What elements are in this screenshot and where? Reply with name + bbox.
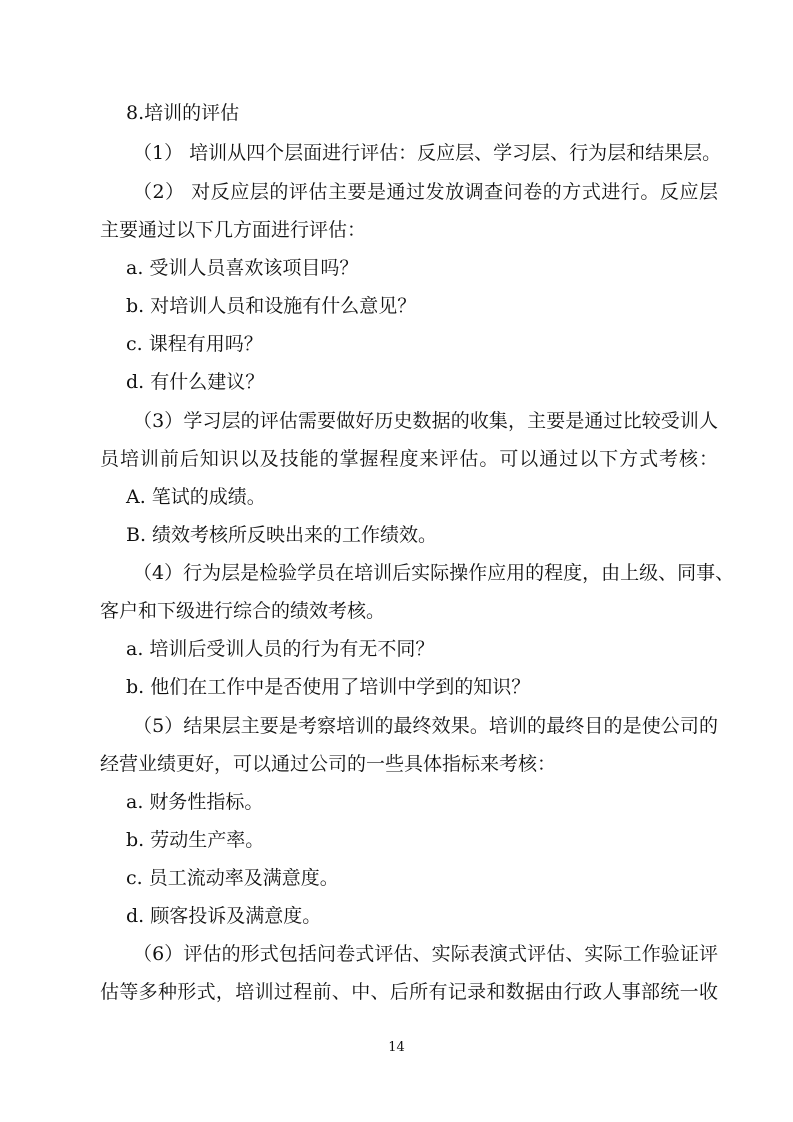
paragraph-line: 主要通过以下几方面进行评估： <box>100 219 367 241</box>
list-item: b. 他们在工作中是否使用了培训中学到的知识？ <box>126 676 531 698</box>
paragraph-line: （6）评估的形式包括问卷式评估、实际表演式评估、实际工作验证评 <box>133 943 718 965</box>
paragraph-line: （4）行为层是检验学员在培训后实际操作应用的程度，由上级、同事、 <box>133 562 735 584</box>
list-item: a. 受训人员喜欢该项目吗？ <box>126 257 359 279</box>
list-item: c. 课程有用吗？ <box>126 333 263 355</box>
list-item: d. 有什么建议？ <box>126 371 265 393</box>
list-item: A. 笔试的成绩。 <box>126 486 266 508</box>
paragraph-line: 经营业绩更好，可以通过公司的一些具体指标来考核： <box>100 753 557 775</box>
paragraph-line: （2） 对反应层的评估主要是通过发放调查问卷的方式进行。反应层 <box>133 181 718 203</box>
list-item: b. 劳动生产率。 <box>126 829 265 851</box>
list-item: d. 顾客投诉及满意度。 <box>126 905 322 927</box>
section-heading: 8.培训的评估 <box>126 102 240 124</box>
list-item: b. 对培训人员和设施有什么意见？ <box>126 295 417 317</box>
list-item: c. 员工流动率及满意度。 <box>126 867 339 889</box>
list-item: B. 绩效考核所反映出来的工作绩效。 <box>126 524 438 546</box>
paragraph-line: （5）结果层主要是考察培训的最终效果。培训的最终目的是使公司的 <box>133 715 718 737</box>
paragraph-line: （3）学习层的评估需要做好历史数据的收集，主要是通过比较受训人 <box>133 410 718 432</box>
paragraph-line: （1） 培训从四个层面进行评估：反应层、学习层、行为层和结果层。 <box>133 142 722 164</box>
page-number: 14 <box>388 1040 405 1055</box>
list-item: a. 培训后受训人员的行为有无不同？ <box>126 638 435 660</box>
paragraph-line: 客户和下级进行综合的绩效考核。 <box>100 600 386 622</box>
list-item: a. 财务性指标。 <box>126 791 264 813</box>
paragraph-line: 员培训前后知识以及技能的掌握程度来评估。可以通过以下方式考核： <box>100 448 718 470</box>
paragraph-line: 估等多种形式，培训过程前、中、后所有记录和数据由行政人事部统一收 <box>100 981 718 1003</box>
